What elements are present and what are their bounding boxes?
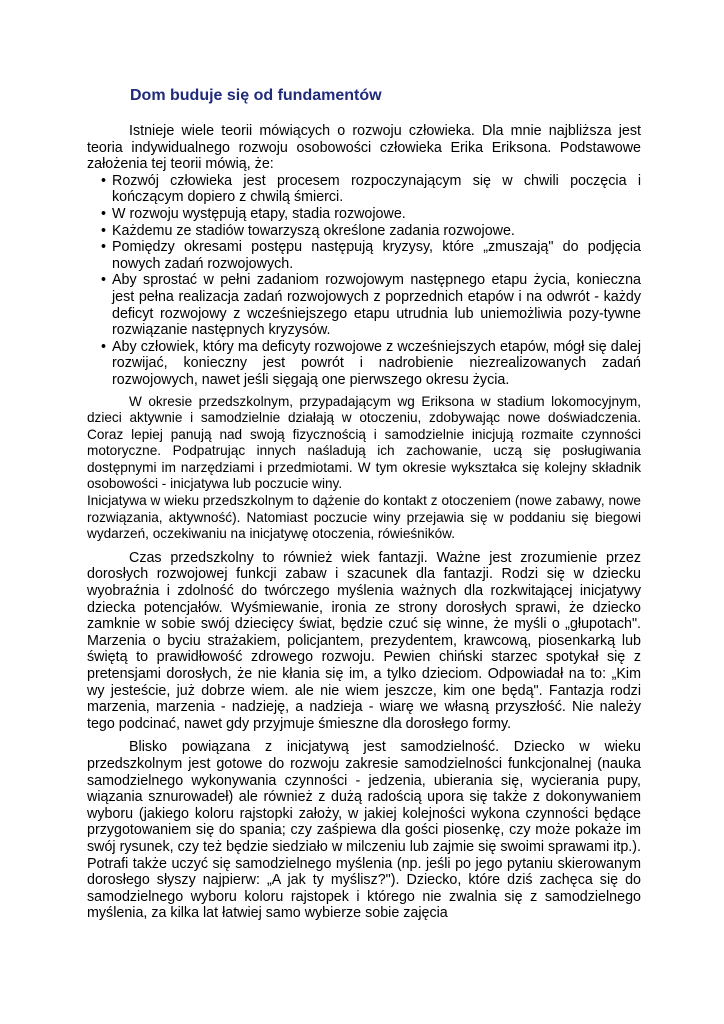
fantasy-paragraph: Czas przedszkolny to również wiek fantazji. Ważne jest zrozumienie przez dorosłych rozwojowej funkcji zabaw i szacunek dla fantazji. Rodzi się w dziecku wyobraźnia i zdolność do twórczego myślenia ważnych dla rozkwitającej inicjatywy dziecka potencjałów. Wyśmiewanie, ironia ze strony dorosłych sprawi, że dziecko zamknie w sobie swój dziecięcy świat, będzie czuć się winne, że myśli o „głupotach". Marzenia o byciu strażakiem, policjantem, prezydentem, krawcową, piosenkarką lub świętą to prawidłowość zdrowego rozwoju. Pewien chiński starzec spotykał się z pretensjami dorosłych, że nie kłania się im, a tylko dzieciom. Odpowiadał na to: „Kim wy jesteście, już dobrze wiem. ale nie wiem jeszcze, kim one będą". Fantazja rodzi marzenia, marzenia - nadzieję, a nadzieja - wiarę we własną przyszłość. Nie należy tego podcinać, nawet gdy przyjmuje śmieszne dla dorosłego formy. [87, 549, 641, 732]
list-item: • Rozwój człowieka jest procesem rozpoczynającym się w chwili poczęcia i kończącym dopiero z chwilą śmierci. [87, 173, 641, 206]
document-body [87, 123, 641, 922]
document-title: Dom buduje się od fundamentów [130, 87, 382, 104]
initiative-paragraph: Inicjatywa w wieku przedszkolnym to dążenie do kontakt z otoczeniem (nowe zabawy, nowe rozwiązania, aktywność). Natomiast poczucie winy przejawia się w poddaniu się biegowi wydarzeń, oczekiwaniu na inicjatywę otoczenia, rówieśników. [87, 493, 641, 542]
independence-paragraph: Blisko powiązana z inicjatywą jest samodzielność. Dziecko w wieku przedszkolnym jest gotowe do rozwoju zakresie samodzielności funkcjonalnej (nauka samodzielnego wykonywania czynności - jedzenia, ubierania się, wycierania pupy, wiązania sznurowadeł) ale również z dużą radością upora się także z dokonywaniem wyboru (jakiego koloru rajstopki założy, w jakiej kolejności wykona czynności będące przygotowaniem się do spania; czy zaśpiewa dla gości piosenkę, czy może pokaże im swój rysunek, czy też będzie siedziało w milczeniu lub zajmie się swoimi sprawami itp.). Potrafi także uczyć się samodzielnego myślenia (np. jeśli po jego pytaniu skierowanym dorosłego słyszy najpierw: „A jak ty myślisz?"). Dziecko, które dziś zachęca się do samodzielnego wyboru koloru rajstopek i którego nie zwalnia się z samodzielnego myślenia, za kilka lat łatwiej samo wybierze sobie zajęcia [87, 739, 641, 922]
intro-paragraph: Istnieje wiele teorii mówiących o rozwoju człowieka. Dla mnie najbliższa jest teoria indywidualnego rozwoju osobowości człowieka Erika Eriksona. Podstawowe założenia tej teorii mówią, że: [87, 123, 641, 173]
principles-list [87, 173, 641, 389]
list-item: • Pomiędzy okresami postępu następują kryzysy, które „zmuszają" do podjęcia nowych zadań rozwojowych. [87, 239, 641, 272]
list-item: • W rozwoju występują etapy, stadia rozwojowe. [87, 206, 641, 223]
list-item: • Każdemu ze stadiów towarzyszą określone zadania rozwojowe. [87, 223, 641, 240]
list-item: • Aby człowiek, który ma deficyty rozwojowe z wcześniejszych etapów, mógł się dalej rozwijać, konieczny jest powrót i nadrobienie niezrealizowanych zadań rozwojowych, nawet jeśli sięgają one pierwszego okresu życia. [87, 339, 641, 389]
preschool-paragraph: W okresie przedszkolnym, przypadającym wg Eriksona w stadium lokomocyjnym, dzieci aktywnie i samodzielnie działają w otoczeniu, zdobywając nowe doświadczenia. Coraz lepiej panują nad swoją fizycznością i samodzielnie inicjują rozmaite czynności motoryczne. Podpatrując innych naśladują ich zachowanie, uczą się posługiwania dostępnymi im narzędziami i przedmiotami. W tym okresie wykształca się kolejny składnik osobowości - inicjatywa lub poczucie winy. [87, 393, 641, 492]
list-item: • Aby sprostać w pełni zadaniom rozwojowym następnego etapu życia, konieczna jest pełna realizacja zadań rozwojowych z poprzednich etapów i na odwrót - każdy deficyt rozwojowy z wcześniejszego etapu utrudnia lub uniemożliwia pozy-tywne rozwiązanie następnych kryzysów. [87, 272, 641, 338]
